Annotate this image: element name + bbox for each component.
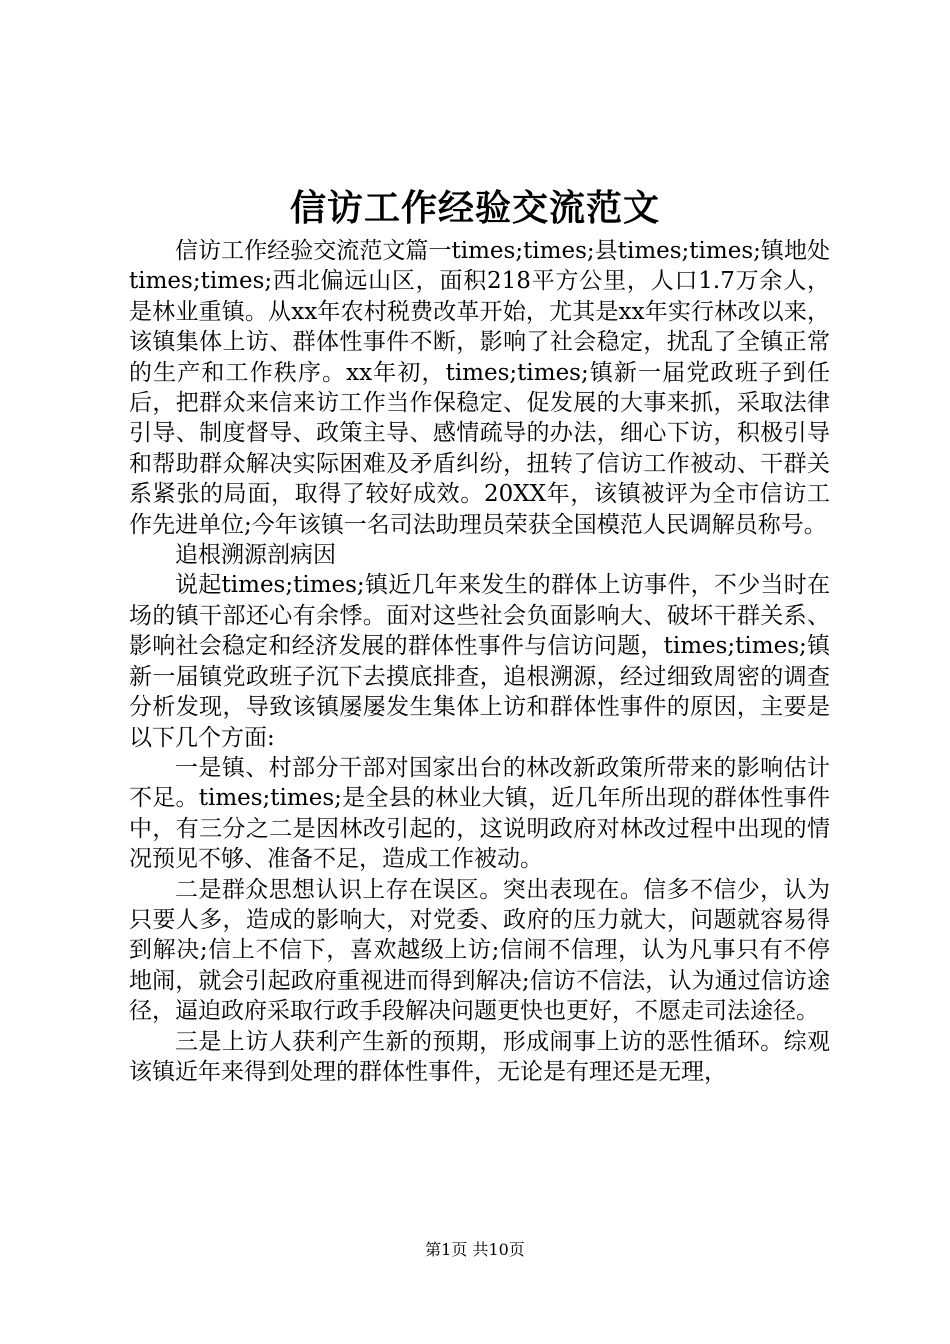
paragraph-point-one: 一是镇、村部分干部对国家出台的林改新政策所带来的影响估计不足。times;times;是全县的林业大镇，近几年所出现的群体性事件中，有三分之二是因林改引起的，这说明政府对林改过程中出现的情况预见不够、准备不足，造成工作被动。 [129, 754, 830, 873]
page-number-footer: 第1页 共10页 [425, 1240, 525, 1259]
paragraph-point-two: 二是群众思想认识上存在误区。突出表现在。信多不信少，认为只要人多，造成的影响大，对党委、政府的压力就大，问题就容易得到解决;信上不信下，喜欢越级上访;信闹不信理，认为凡事只有不停地闹，就会引起政府重视进而得到解决;信访不信法，认为通过信访途径，逼迫政府采取行政手段解决问题更快也更好，不愿走司法途径。 [129, 876, 830, 1025]
paragraph-causes: 说起times;times;镇近几年来发生的群体上访事件，不少当时在场的镇干部还心有余悸。面对这些社会负面影响大、破坏干群关系、影响社会稳定和经济发展的群体性事件与信访问题，times;times;镇新一届镇党政班子沉下去摸底排查，追根溯源，经过细致周密的调查分析发现，导致该镇屡屡发生集体上访和群体性事件的原因，主要是以下几个方面: [129, 572, 830, 751]
document-body [129, 236, 830, 1087]
document-title: 信访工作经验交流范文 [289, 187, 660, 229]
paragraph-intro: 信访工作经验交流范文篇一times;times;县times;times;镇地处times;times;西北偏远山区，面积218平方公里，人口1.7万余人，是林业重镇。从xx年农村税费改革开始，尤其是xx年实行林改以来，该镇集体上访、群体性事件不断，影响了社会稳定，扰乱了全镇正常的生产和工作秩序。xx年初，times;times;镇新一届党政班子到任后，把群众来信来访工作当作保稳定、促发展的大事来抓，采取法律引导、制度督导、政策主导、感情疏导的办法，细心下访，积极引导和帮助群众解决实际困难及矛盾纠纷，扭转了信访工作被动、干群关系紧张的局面，取得了较好成效。20XX年，该镇被评为全市信访工作先进单位;今年该镇一名司法助理员荣获全国模范人民调解员称号。 [129, 238, 830, 538]
paragraph-point-three: 三是上访人获利产生新的预期，形成闹事上访的恶性循环。综观该镇近年来得到处理的群体性事件，无论是有理还是无理， [129, 1028, 830, 1085]
section-heading: 追根溯源剖病因 [175, 542, 336, 569]
